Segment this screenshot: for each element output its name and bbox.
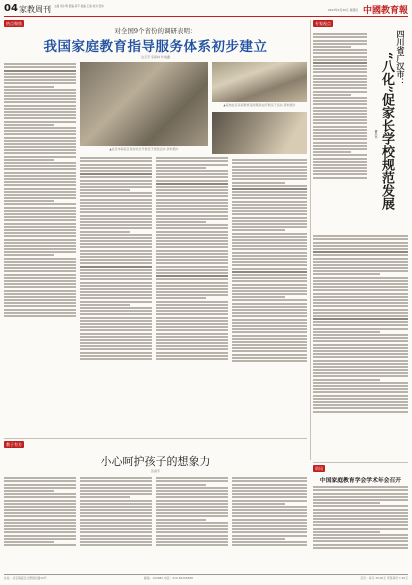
right-big-title: “八化”促家长学校规范发展: [379, 52, 394, 210]
lead-body-col3: [156, 156, 228, 436]
page-number: 04: [4, 3, 18, 14]
bottom-left-col1: [4, 476, 76, 571]
masthead: [4, 3, 408, 16]
bottom-left-byline: 张淑芳: [150, 469, 160, 473]
kicker: 对全国9个省份的调研表明：: [114, 27, 197, 35]
bottom-left-col3: [156, 476, 228, 571]
lead-photo-activity: [212, 112, 307, 154]
right-column-article: [313, 20, 408, 460]
right-title-block: [369, 30, 407, 230]
lead-body-col4: [232, 158, 307, 436]
editor-info: 主编 刘小明 责编 孙平 美编 王丽 校对 张伟: [54, 5, 104, 8]
footer-contact: 邮编：100082 电话：010-82296588: [144, 576, 193, 580]
footer-rule: [4, 574, 408, 575]
right-byline: 黄小平: [374, 130, 378, 139]
footer-price: 定价：每月 30.00元 零售每份 1.50元: [360, 576, 408, 580]
right-intro-title: 四川省广汉市：: [396, 30, 406, 86]
column-divider: [310, 20, 311, 460]
footer-address: 社址：北京海淀区文慧园北路10号: [4, 576, 47, 580]
column-tag-expert: 专家视点: [315, 21, 331, 26]
section-divider: [4, 438, 307, 439]
masthead-rule: [4, 16, 408, 17]
bottom-right-article: [313, 465, 408, 571]
right-body-top: [313, 32, 367, 232]
lead-headline: 我国家庭教育指导服务体系初步建立: [43, 39, 268, 55]
lead-photo-caption-1: ▲北京市海淀区某校家长开展亲子阅读活动 资料图片: [109, 147, 179, 151]
lead-photo-caption-2: ▲某地社区家庭教育指导服务站开展亲子活动 资料图片: [223, 103, 296, 107]
footer: [4, 576, 408, 583]
bottom-left-col2: [80, 476, 152, 571]
bottom-right-headline: 中国家庭教育学会学术年会召开: [319, 478, 402, 484]
lead-body-col2: [80, 156, 152, 436]
column-tag-hot: 热点聚焦: [6, 21, 22, 26]
lead-article: [4, 20, 307, 436]
lead-byline: 边玉芳 宋保林 叶晨鑫: [141, 55, 170, 59]
lead-photo-community: [212, 62, 307, 102]
bottom-left-headline: 小心呵护孩子的想象力: [100, 455, 211, 468]
issue-date: 2023年4月20日 星期四: [327, 8, 358, 12]
right-body-bottom: [313, 234, 408, 460]
lead-body-col1-top: [4, 62, 76, 422]
column-tag-parenting: 教子有方: [6, 442, 22, 447]
column-tag-news: 资讯: [315, 466, 323, 471]
bottom-right-body: [313, 485, 408, 571]
lead-photo-reading: [80, 62, 208, 146]
bottom-left-col4: [232, 476, 307, 571]
section-title: 家教周刊: [19, 5, 51, 14]
paper-logo: 中國教育報: [362, 6, 408, 16]
bottom-left-article: [4, 441, 307, 571]
section-divider-right: [313, 462, 408, 463]
